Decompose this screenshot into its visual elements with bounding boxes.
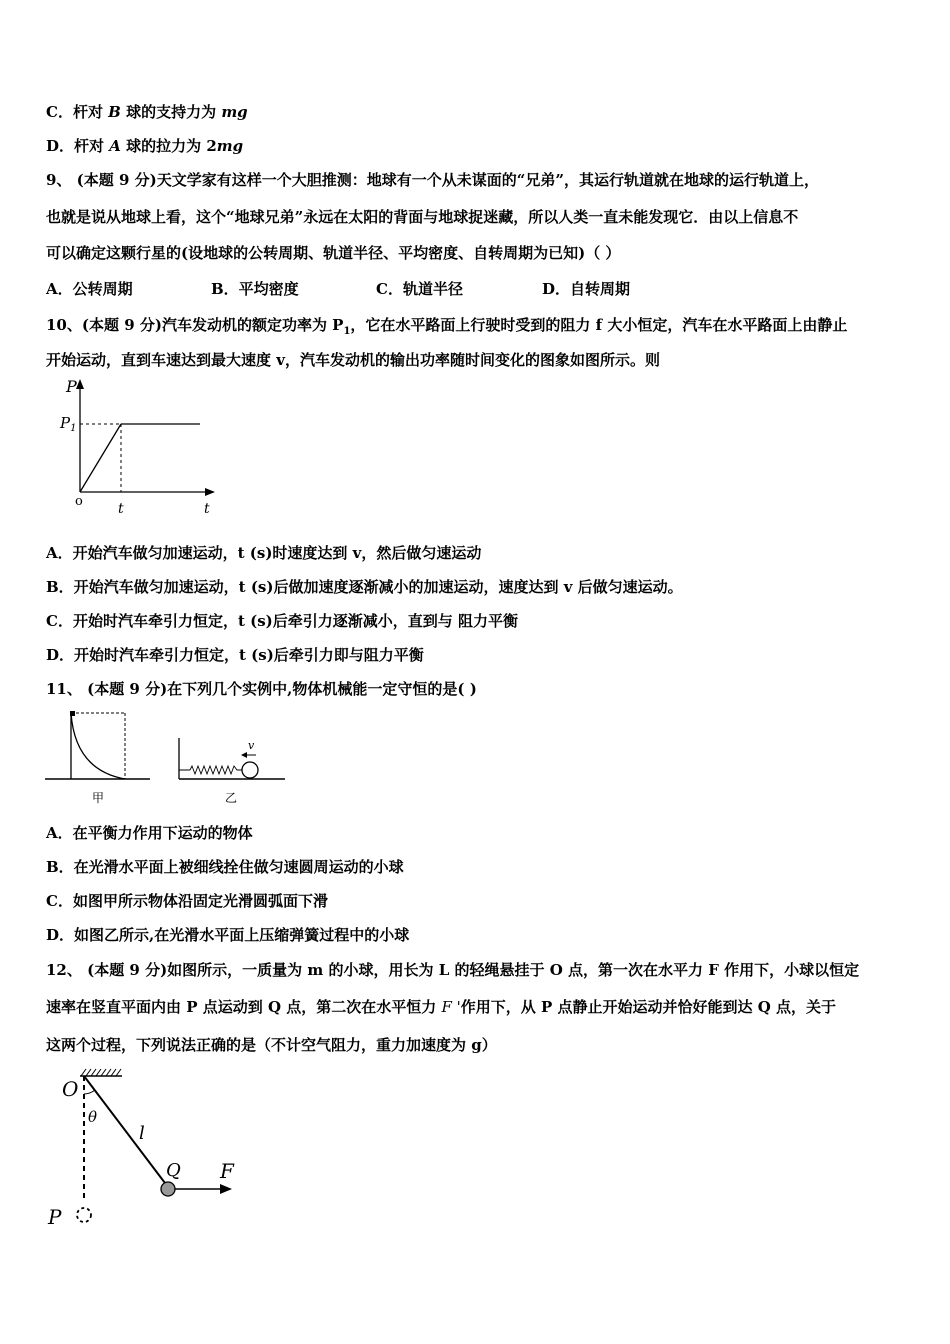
q11-figures <box>42 708 332 808</box>
q9-stem-line-2: 也就是说从地球上看，这个“地球兄弟”永远在太阳的背面与地球捉迷藏，所以人类一直未能发现它．由以上信息不 <box>46 208 799 226</box>
q9-option-d: D．自转周期 <box>542 280 631 298</box>
q10-power-time-graph <box>55 375 230 520</box>
q11-option-c: C．如图甲所示物体沿固定光滑圆弧面下滑 <box>46 892 328 910</box>
q10-graph-p1-sub: 1 <box>70 423 77 434</box>
q12-stem-line-2-b: 作用下，从 P 点静止开始运动并恰好能到达 Q 点，关于 <box>460 998 837 1016</box>
q12-stem-f-prime: F ' <box>441 998 461 1016</box>
q12-angle-arc <box>84 1090 95 1094</box>
q10-graph-y-label: P <box>66 377 77 396</box>
q11-yi-velocity-arrow <box>241 752 247 758</box>
q11-yi-v-label: v <box>248 739 255 752</box>
q12-label-theta: θ <box>88 1108 98 1126</box>
q8-option-c-label: C．杆对 <box>46 103 109 121</box>
q9-option-b: B．平均密度 <box>211 280 299 298</box>
q12-stem-line-1: 12、 (本题 9 分)如图所示，一质量为 m 的小球，用长为 L 的轻绳悬挂于 O 点，第一次在水平力 F 作用下，小球以恒定 <box>46 961 860 979</box>
q11-option-a: A．在平衡力作用下运动的物体 <box>46 824 253 842</box>
q12-ceiling-hatch <box>81 1069 121 1076</box>
q11-jia-arc <box>71 713 125 779</box>
q10-graph-x-arrow <box>205 488 215 496</box>
q9-option-a: A．公转周期 <box>46 280 133 298</box>
q12-stem-line-2-a: 速率在竖直平面内由 P 点运动到 Q 点，第二次在水平恒力 <box>46 998 442 1016</box>
q10-graph-x-label: t <box>204 501 210 517</box>
q8-option-c-var: B <box>108 103 121 121</box>
q12-ball-p <box>77 1208 91 1222</box>
q10-stem-line-1-b: ，它在水平路面上行驶时受到的阻力 f 大小恒定，汽车在水平路面上由静止 <box>350 316 848 334</box>
q10-stem-line-2: 开始运动，直到车速达到最大速度 v，汽车发动机的输出功率随时间变化的图象如图所示。则 <box>46 351 660 369</box>
q12-stem-line-3: 这两个过程，下列说法正确的是（不计空气阻力，重力加速度为 g） <box>46 1036 497 1054</box>
q11-figure-yi-label: 乙 <box>225 791 238 805</box>
q12-force-arrow <box>220 1184 232 1194</box>
q11-stem: 11、 (本题 9 分)在下列几个实例中,物体机械能一定守恒的是( ) <box>46 680 477 698</box>
q11-option-d: D．如图乙所示,在光滑水平面上压缩弹簧过程中的小球 <box>46 926 410 944</box>
q8-option-d <box>46 136 243 156</box>
q10-option-b: B．开始汽车做匀加速运动，t (s)后做加速度逐渐减小的加速运动，速度达到 v 后做匀速运动。 <box>46 578 683 596</box>
q10-stem-line-1-sub: 1 <box>343 326 351 337</box>
q11-figure-jia <box>45 711 150 805</box>
q8-option-d-val: mg <box>216 137 244 155</box>
q8-option-c-val: mg <box>221 103 248 121</box>
q10-graph-y-arrow <box>76 379 84 389</box>
q12-label-f: F <box>220 1159 234 1183</box>
q11-figure-jia-label: 甲 <box>92 791 105 805</box>
q10-graph-p1-letter: P <box>60 414 71 432</box>
q11-yi-ball <box>242 762 258 778</box>
q12-pendulum-figure <box>42 1062 247 1237</box>
q12-string <box>84 1076 168 1187</box>
q10-graph-origin: o <box>75 494 83 509</box>
q8-option-c <box>46 102 248 122</box>
q10-graph-p1-label <box>59 414 76 434</box>
q10-graph-t-tick: t <box>118 501 124 517</box>
q9-stem-line-3: 可以确定这颗行星的(设地球的公转周期、轨道半径、平均密度、自转周期为已知)（ ） <box>46 244 621 262</box>
q12-label-o: O <box>62 1077 79 1101</box>
q10-option-c: C．开始时汽车牵引力恒定，t (s)后牵引力逐渐减小，直到与 阻力平衡 <box>46 612 518 630</box>
q8-option-c-rest: 球的支持力为 <box>120 103 222 121</box>
q11-figure-yi <box>179 738 285 805</box>
q9-option-c: C．轨道半径 <box>376 280 463 298</box>
q10-option-a: A．开始汽车做匀加速运动，t (s)时速度达到 v，然后做匀速运动 <box>46 544 482 562</box>
q10-graph-ramp <box>80 424 121 492</box>
q12-label-l: l <box>139 1123 145 1144</box>
q8-option-d-rest: 球的拉力为 2 <box>120 137 217 155</box>
q11-jia-block <box>70 711 75 716</box>
q9-stem-line-1: 9、 (本题 9 分)天文学家有这样一个大胆推测：地球有一个从未谋面的“兄弟”，其运行轨道就在地球的运行轨道上， <box>46 171 819 189</box>
q11-yi-spring <box>190 766 242 774</box>
q8-option-d-var: A <box>109 137 121 155</box>
q11-option-b: B．在光滑水平面上被细线拴住做匀速圆周运动的小球 <box>46 858 404 876</box>
q12-ball-q <box>161 1182 175 1196</box>
q10-stem-line-1-a: 10、(本题 9 分)汽车发动机的额定功率为 P <box>46 316 344 334</box>
q12-stem-line-2 <box>46 997 836 1017</box>
q12-label-q: Q <box>166 1160 181 1181</box>
q12-label-p: P <box>48 1205 62 1229</box>
q10-stem-line-1 <box>46 315 847 342</box>
q8-option-d-label: D．杆对 <box>46 137 110 155</box>
q10-option-d: D．开始时汽车牵引力恒定，t (s)后牵引力即与阻力平衡 <box>46 646 424 664</box>
